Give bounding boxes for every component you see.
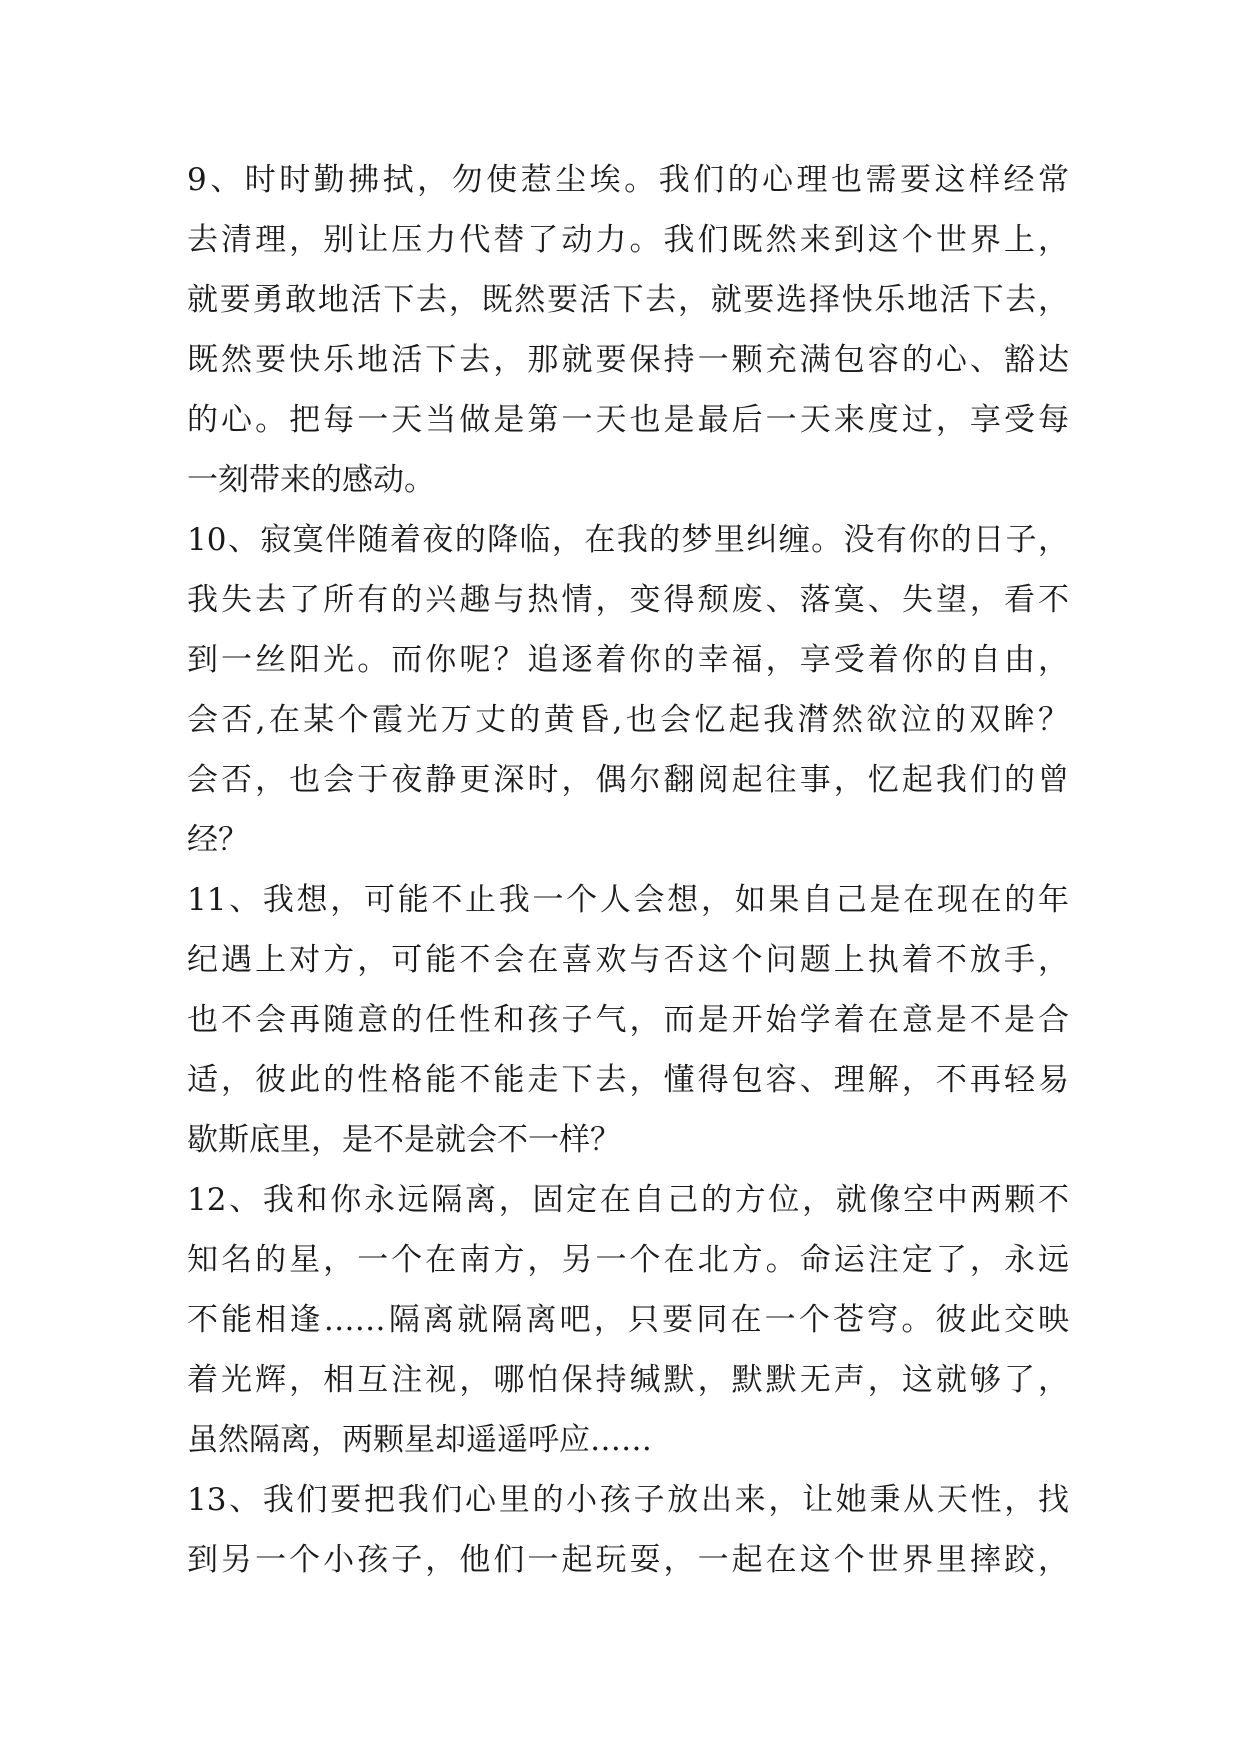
text-line: 的心。把每一天当做是第一天也是最后一天来度过，享受每 xyxy=(187,402,1069,438)
text-line: 既然要快乐地活下去，那就要保持一颗充满包容的心、豁达 xyxy=(187,342,1069,378)
text-line: 歇斯底里，是不是就会不一样？ xyxy=(187,1122,621,1158)
text-line: 到一丝阳光。而你呢？追逐着你的幸福，享受着你的自由， xyxy=(187,642,1069,678)
text-line: 纪遇上对方，可能不会在喜欢与否这个问题上执着不放手， xyxy=(187,942,1069,978)
text-line: 会否,在某个霞光万丈的黄昏,也会忆起我潸然欲泣的双眸？ xyxy=(187,702,1069,738)
text-line: 会否，也会于夜静更深时，偶尔翻阅起往事，忆起我们的曾 xyxy=(187,762,1069,798)
text-line: 虽然隔离，两颗星却遥遥呼应…… xyxy=(187,1422,652,1458)
text-line: 一刻带来的感动。 xyxy=(187,462,435,498)
text-line: 12、我和你永远隔离，固定在自己的方位，就像空中两颗不 xyxy=(187,1182,1069,1218)
text-line: 11、我想，可能不止我一个人会想，如果自己是在现在的年 xyxy=(187,882,1069,918)
text-line: 也不会再随意的任性和孩子气，而是开始学着在意是不是合 xyxy=(187,1002,1069,1038)
text-line: 10、寂寞伴随着夜的降临，在我的梦里纠缠。没有你的日子， xyxy=(187,522,1069,558)
text-line: 适，彼此的性格能不能走下去，懂得包容、理解，不再轻易 xyxy=(187,1062,1069,1098)
text-line: 去清理，别让压力代替了动力。我们既然来到这个世界上， xyxy=(187,222,1069,258)
text-line: 着光辉，相互注视，哪怕保持缄默，默默无声，这就够了， xyxy=(187,1362,1069,1398)
text-line: 到另一个小孩子，他们一起玩耍，一起在这个世界里摔跤， xyxy=(187,1542,1069,1578)
text-line: 13、我们要把我们心里的小孩子放出来，让她秉从天性，找 xyxy=(187,1482,1069,1518)
text-line: 就要勇敢地活下去，既然要活下去，就要选择快乐地活下去， xyxy=(187,282,1069,318)
text-line: 经？ xyxy=(187,822,249,858)
text-line: 9、时时勤拂拭，勿使惹尘埃。我们的心理也需要这样经常 xyxy=(187,162,1069,198)
text-line: 不能相逢……隔离就隔离吧，只要同在一个苍穹。彼此交映 xyxy=(187,1302,1069,1338)
text-line: 知名的星，一个在南方，另一个在北方。命运注定了，永远 xyxy=(187,1242,1069,1278)
text-line: 我失去了所有的兴趣与热情，变得颓废、落寞、失望，看不 xyxy=(187,582,1069,618)
